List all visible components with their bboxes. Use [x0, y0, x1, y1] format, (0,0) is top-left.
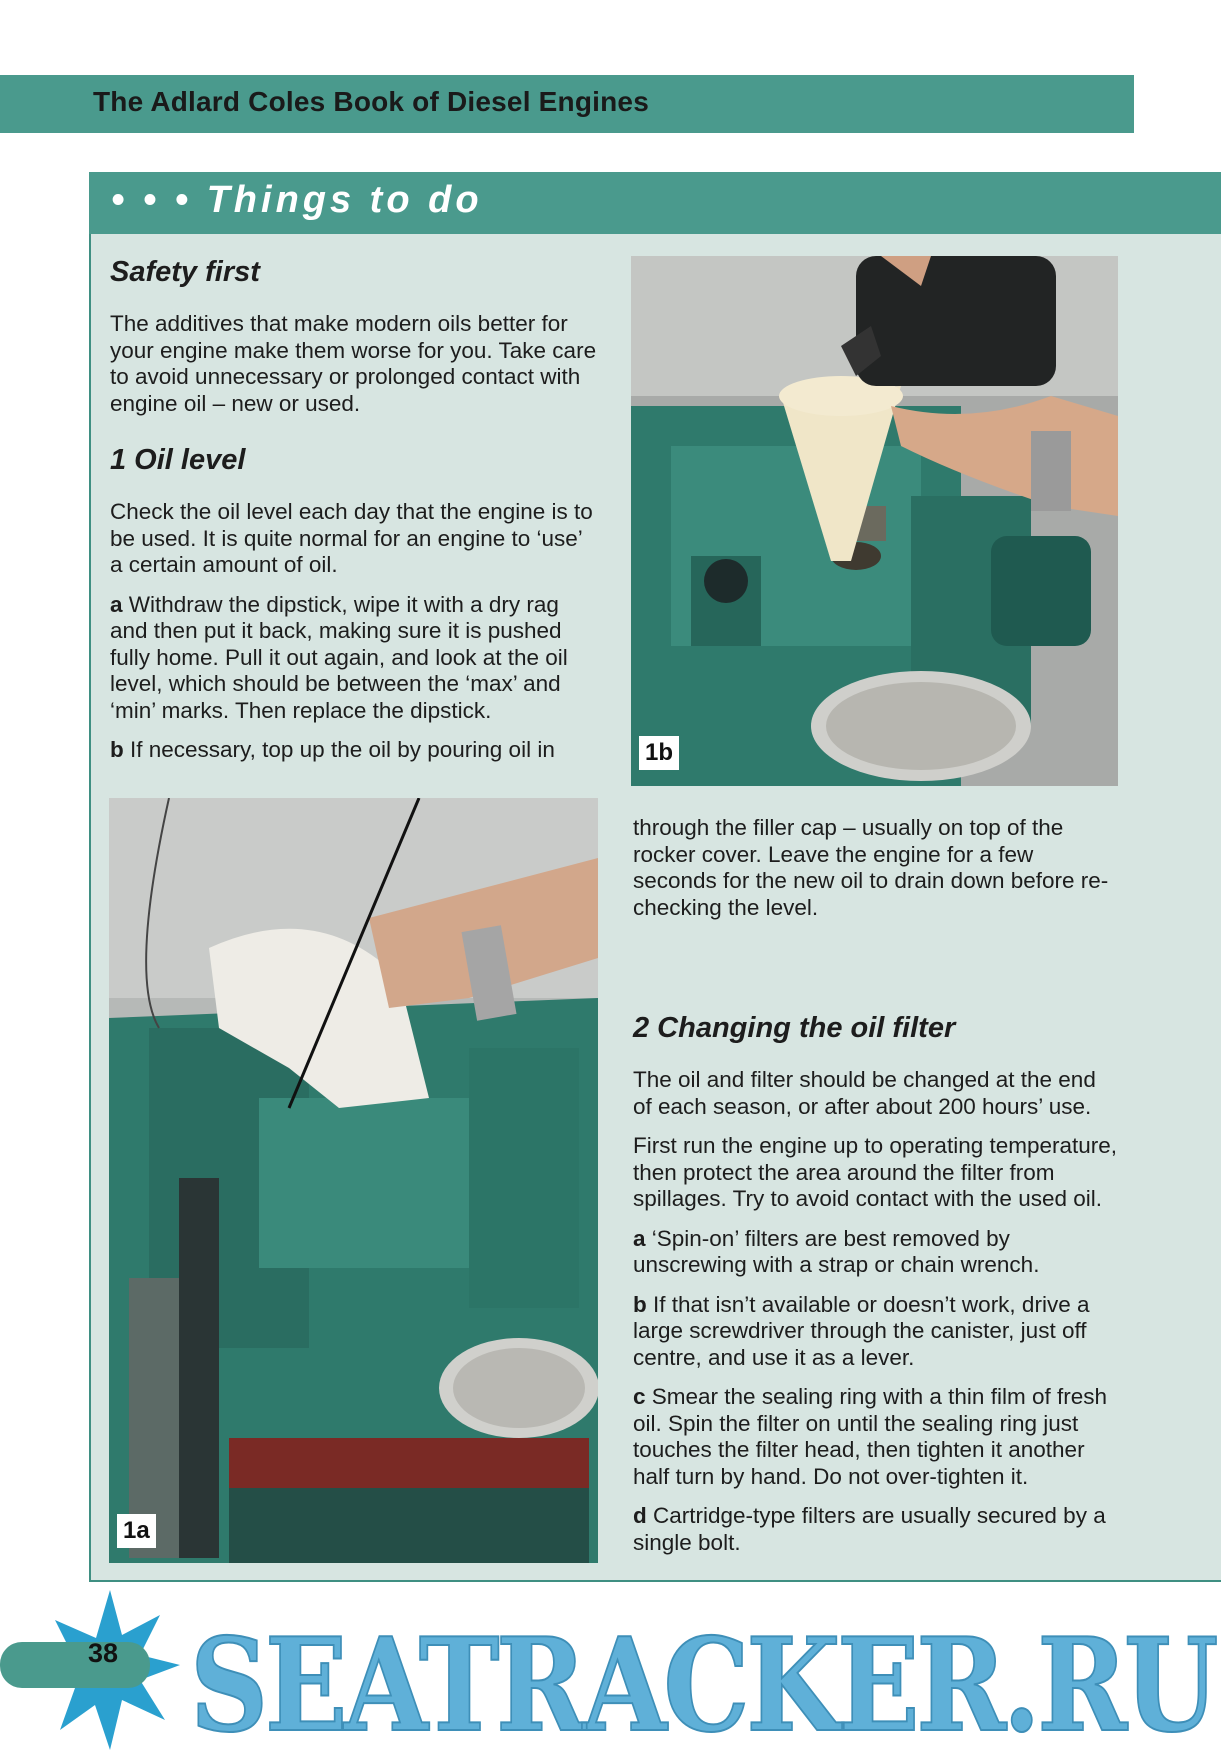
photo-label: 1b: [639, 736, 679, 770]
right-column: [633, 815, 1118, 1569]
filter-step-a: [633, 1226, 1118, 1279]
filter-step-d: [633, 1503, 1118, 1556]
oil-step-b: [110, 737, 600, 764]
section-title: • • • Things to do: [111, 179, 483, 221]
step-label: a: [633, 1225, 646, 1251]
step-label: d: [633, 1503, 647, 1528]
step-label: a: [110, 591, 123, 617]
step-text: ‘Spin-on’ filters are best removed by unscrewing with a strap or chain wrench.: [633, 1225, 1040, 1277]
step-text: Smear the sealing ring with a thin film of fresh oil. Spin the filter on until the sealing ring just touches the filter head, then tighten it another half turn by hand. Do not over-tighten it.: [633, 1384, 1107, 1489]
engine-dipstick-illustration: [109, 798, 598, 1563]
filter-step-b: [633, 1292, 1118, 1372]
photo-1b: [631, 256, 1118, 786]
step-text: If necessary, top up the oil by pouring oil in: [123, 737, 555, 762]
safety-text: The additives that make modern oils better for your engine make them worse for you. Take care to avoid unnecessary or prolonged contact with engine oil – new or used.: [110, 311, 597, 416]
oil-filter-heading: 2 Changing the oil filter: [633, 1012, 956, 1044]
oil-step-a: [110, 592, 600, 725]
step-label: b: [110, 737, 124, 762]
oil-level-heading: 1 Oil level: [110, 444, 246, 476]
section-header: [89, 172, 1221, 234]
step-text: Withdraw the dipstick, wipe it with a dry rag and then put it back, making sure it is pushed fully home. Pull it out again, and look at the oil level, which should be between the ‘max’ and ‘min’ marks. Then replace the dipstick.: [110, 591, 568, 723]
step-text: If that isn’t available or doesn’t work, drive a large screwdriver through the canister, just off centre, and use it as a lever.: [633, 1291, 1090, 1370]
step-label: b: [633, 1291, 647, 1317]
step-label: c: [633, 1384, 646, 1409]
left-column: [110, 255, 600, 777]
filter-step-c: [633, 1384, 1118, 1490]
engine-oil-pour-illustration: [631, 256, 1118, 786]
photo-label: 1a: [117, 1514, 156, 1548]
watermark: [190, 1608, 1220, 1748]
oil-level-continuation: through the filler cap – usually on top of the rocker cover. Leave the engine for a few seconds for the new oil to drain down before re-checking the level.: [633, 815, 1109, 920]
safety-heading: Safety first: [110, 256, 260, 288]
book-title: The Adlard Coles Book of Diesel Engines: [93, 86, 649, 117]
oil-filter-prep: First run the engine up to operating temperature, then protect the area around the filter from spillages. Try to avoid contact with the used oil.: [633, 1133, 1118, 1211]
watermark-text: SEATRACKER.RU: [190, 1611, 1217, 1748]
oil-filter-intro: The oil and filter should be changed at the end of each season, or after about 200 hours’ use.: [633, 1067, 1096, 1119]
page-number: 38: [88, 1638, 119, 1668]
oil-level-intro: Check the oil level each day that the engine is to be used. It is quite normal for an engine to ‘use’ a certain amount of oil.: [110, 499, 593, 577]
step-text: Cartridge-type filters are usually secured by a single bolt.: [633, 1503, 1106, 1555]
photo-1a: [109, 798, 598, 1563]
page-number-badge: [0, 1580, 180, 1760]
running-head: [0, 75, 1134, 133]
